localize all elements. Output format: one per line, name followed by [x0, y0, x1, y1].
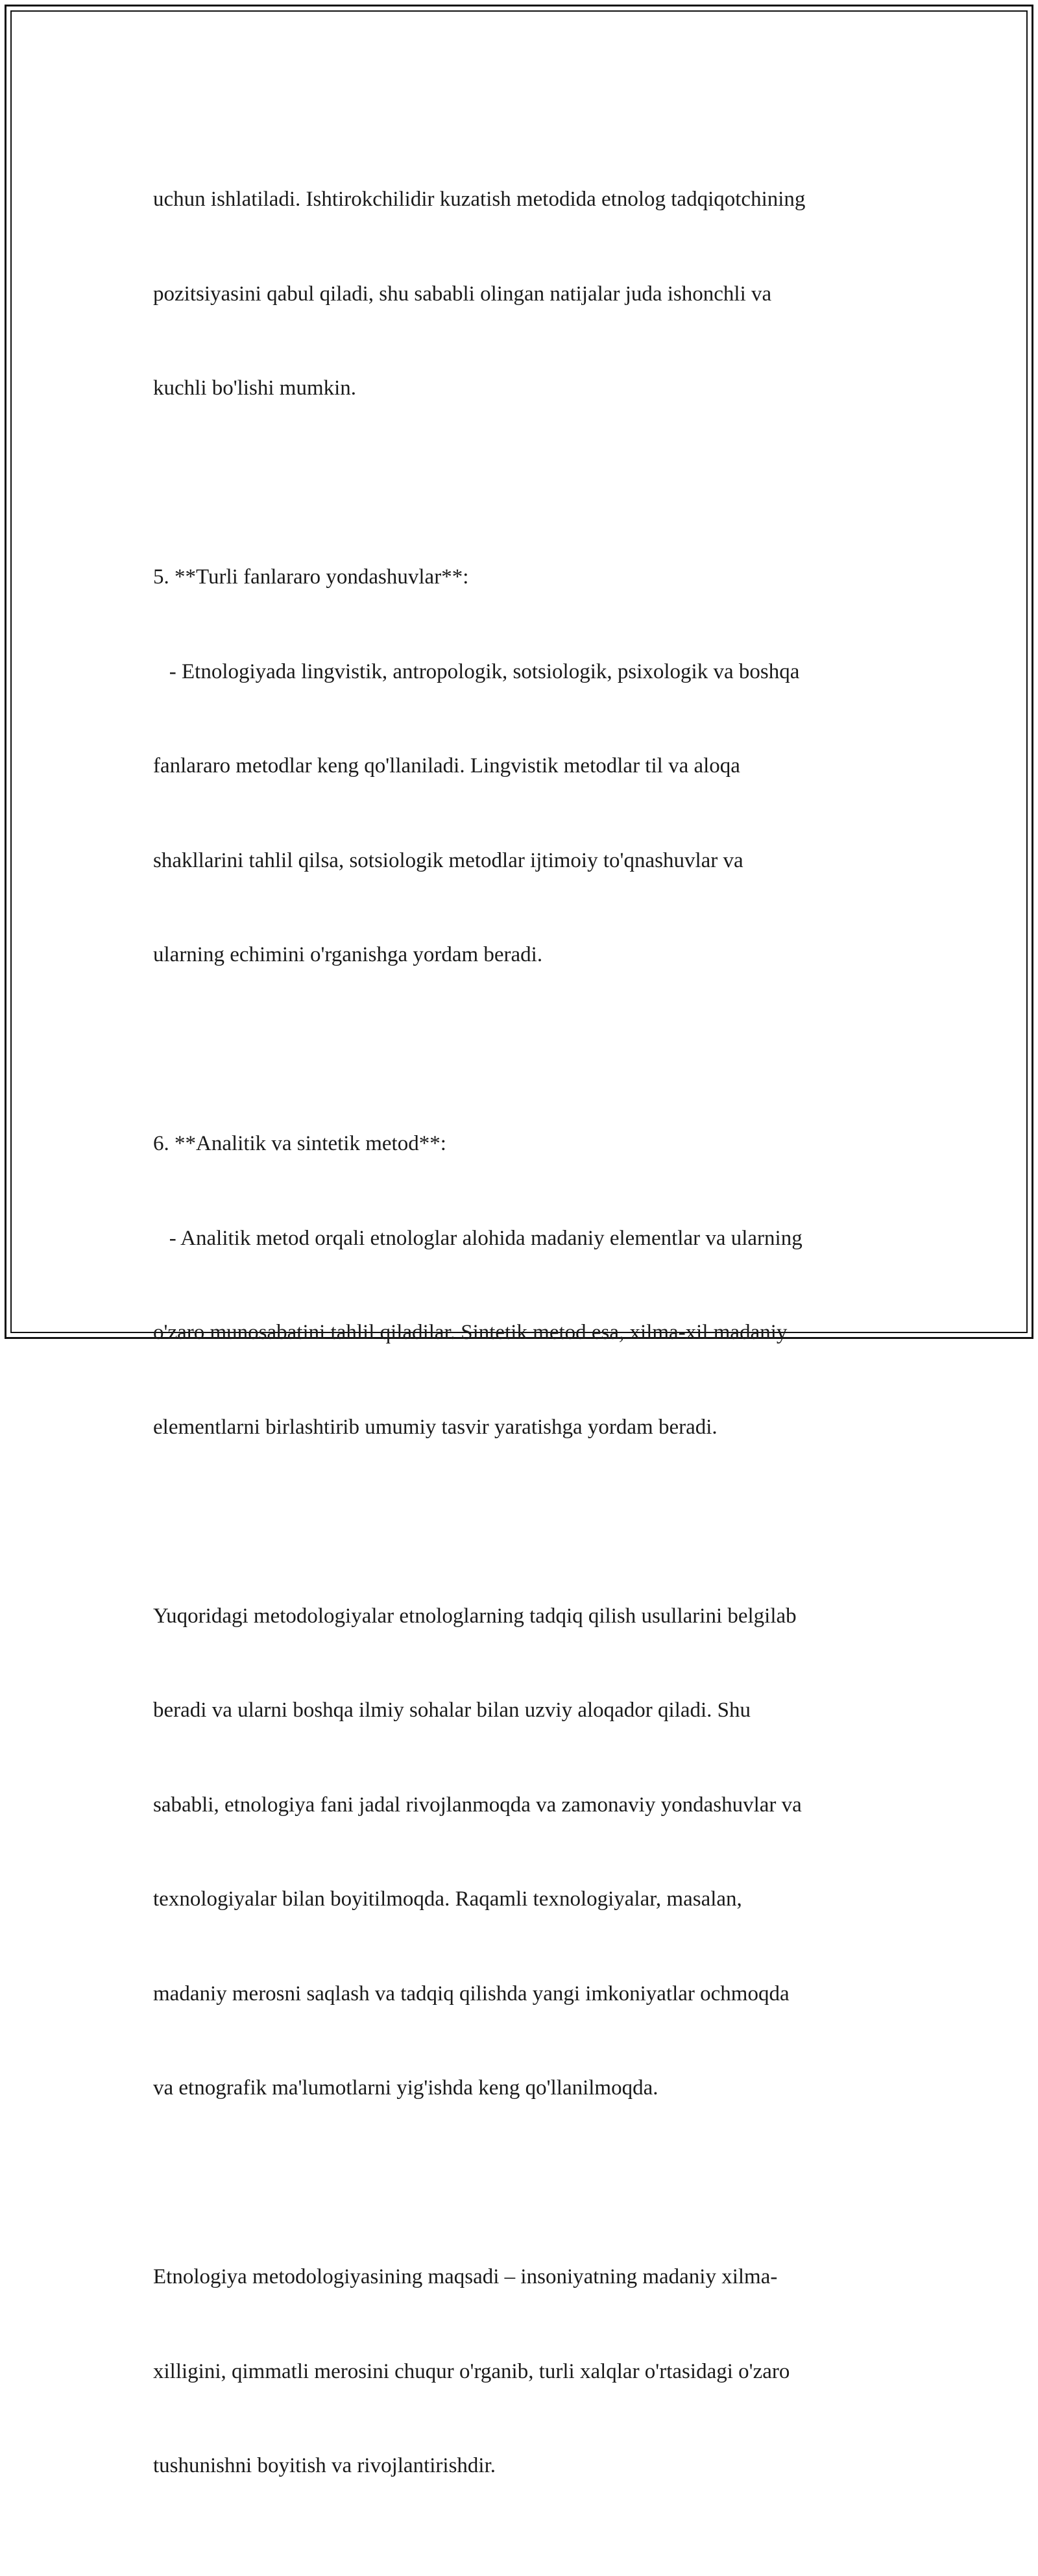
text-line: shakllarini tahlil qilsa, sotsiologik metodlar ijtimoiy to'qnashuvlar va — [153, 848, 743, 872]
text-line: - Analitik metod orqali etnologlar alohida madaniy elementlar va ularning — [153, 1226, 803, 1250]
text-line: xilligini, qimmatli merosini chuqur o'rganib, turli xalqlar o'rtasidagi o'zaro — [153, 2359, 790, 2383]
text-line: madaniy merosni saqlash va tadqiq qilishda yangi imkoniyatlar ochmoqda — [153, 1981, 790, 2006]
text-line: - Etnologiyada lingvistik, antropologik, sotsiologik, psixologik va boshqa — [153, 659, 800, 683]
section-heading: 6. **Analitik va sintetik metod**: — [153, 1132, 446, 1155]
text-line: kuchli bo'lishi mumkin. — [153, 376, 357, 400]
document-body — [153, 121, 899, 2576]
paragraph-methodologies-summary — [153, 1538, 899, 2167]
paragraph-conclusion — [153, 2198, 899, 2545]
text-line: tushunishni boyitish va rivojlantirishdir. — [153, 2454, 496, 2477]
text-line: va etnografik ma'lumotlarni yig'ishda keng qo'llanilmoqda. — [153, 2076, 658, 2100]
text-line: Yuqoridagi metodologiyalar etnologlarning tadqiq qilish usullarini belgilab — [153, 1604, 797, 1628]
paragraph-analytic-synthetic — [153, 1065, 899, 1506]
section-heading: 5. **Turli fanlararo yondashuvlar**: — [153, 565, 469, 589]
text-line: elementlarni birlashtirib umumiy tasvir yaratishga yordam beradi. — [153, 1415, 718, 1439]
paragraph-participant-observation — [153, 121, 899, 467]
text-line: pozitsiyasini qabul qiladi, shu sababli olingan natijalar juda ishonchli va — [153, 282, 772, 306]
text-line: beradi va ularni boshqa ilmiy sohalar bilan uzviy aloqador qiladi. Shu — [153, 1699, 751, 1722]
paragraph-interdisciplinary-approaches — [153, 498, 899, 1034]
text-line: fanlararo metodlar keng qo'llaniladi. Lingvistik metodlar til va aloqa — [153, 754, 740, 778]
text-line: sababli, etnologiya fani jadal rivojlanmoqda va zamonaviy yondashuvlar va — [153, 1793, 802, 1817]
text-line: o'zaro munosabatini tahlil qiladilar. Sintetik metod esa, xilma-xil madaniy — [153, 1321, 788, 1344]
text-line: uchun ishlatiladi. Ishtirokchilidir kuzatish metodida etnolog tadqiqotchining — [153, 188, 806, 211]
text-line: texnologiyalar bilan boyitilmoqda. Raqamli texnologiyalar, masalan, — [153, 1887, 742, 1911]
text-line: Etnologiya metodologiyasining maqsadi – insoniyatning madaniy xilma- — [153, 2265, 778, 2288]
text-line: ularning echimini o'rganishga yordam beradi. — [153, 943, 543, 966]
